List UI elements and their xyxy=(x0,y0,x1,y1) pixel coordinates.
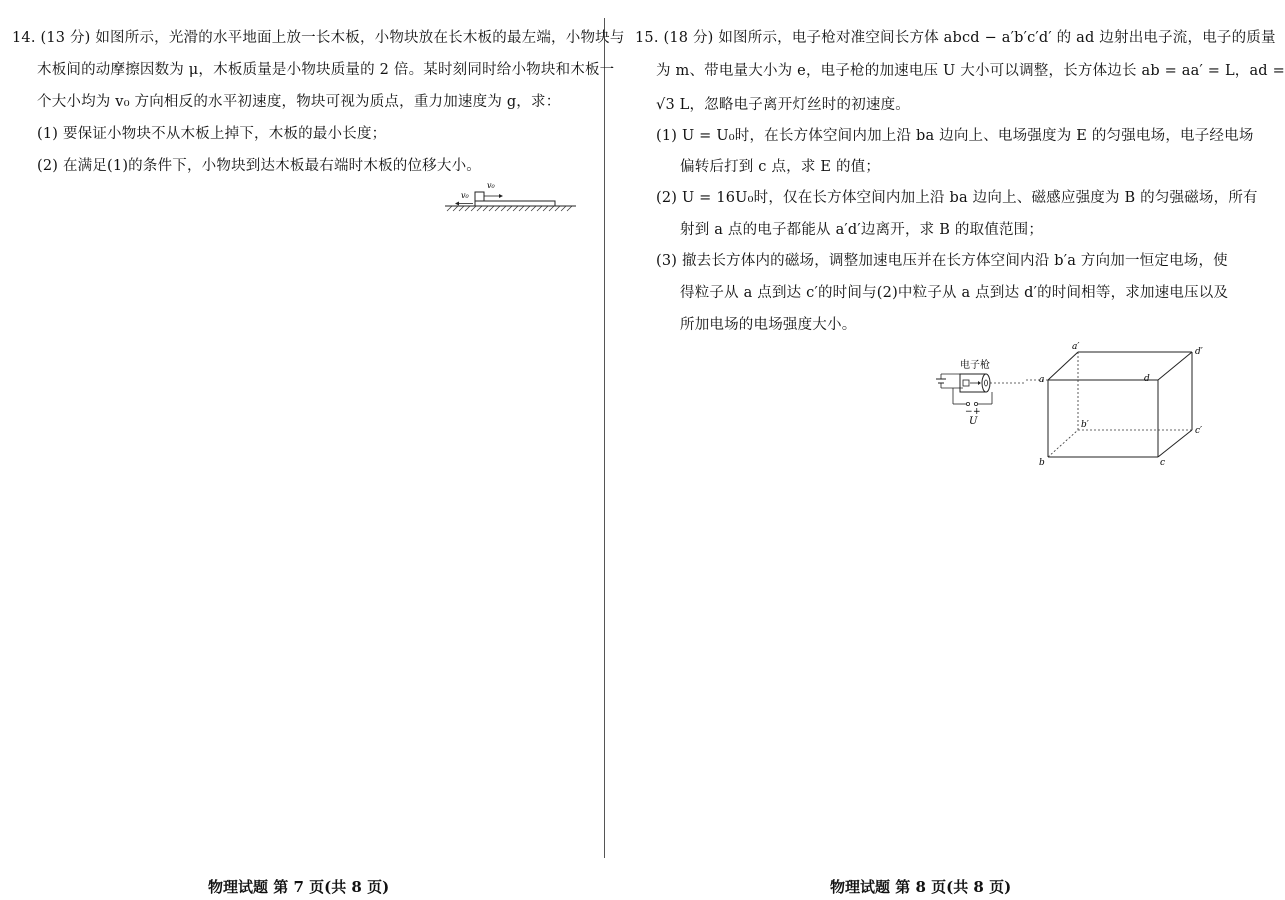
q15-part-3b: 得粒子从 a 点到达 c′的时间与(2)中粒子从 a 点到达 d′的时间相等，求加速电压以及 xyxy=(680,285,1229,301)
q15-part-3c: 所加电场的电场强度大小。 xyxy=(680,317,857,333)
q15-part-2a: (2) U = 16U₀时，仅在长方体空间内加上沿 ba 边向上、磁感应强度为 B 的匀强磁场，所有 xyxy=(656,190,1258,206)
board xyxy=(475,201,555,206)
q15-line-1: 15. (18 分) 如图所示，电子枪对准空间长方体 abcd − a′b′c′d′ 的 ad 边射出电子流，电子的质量 xyxy=(635,30,1276,46)
right-footer: 物理试题 第 8 页(共 8 页) xyxy=(830,878,1012,896)
q14-part-2: (2) 在满足(1)的条件下，小物块到达木板最右端时木板的位移大小。 xyxy=(37,158,481,174)
q15-part-3a: (3) 撤去长方体内的磁场，调整加速电压并在长方体空间内沿 b′a 方向加一恒定电场，使 xyxy=(656,253,1228,269)
vertex-a-prime: a′ xyxy=(1072,342,1080,352)
q14-figure xyxy=(443,176,579,214)
vertex-b: b xyxy=(1039,458,1045,468)
q15-part-1a: (1) U = U₀时，在长方体空间内加上沿 ba 边向上、电场强度为 E 的匀强电场，电子经电场 xyxy=(656,128,1254,144)
vertex-c: c xyxy=(1160,458,1166,468)
q15-part-1b: 偏转后打到 c 点，求 E 的值； xyxy=(680,159,881,175)
vertex-b-prime: b′ xyxy=(1081,420,1089,430)
q15-part-2b: 射到 a 点的电子都能从 a′d′边离开，求 B 的取值范围； xyxy=(680,222,1044,238)
electron-gun-label: 电子枪 xyxy=(960,360,990,371)
block xyxy=(475,192,484,201)
v0-left-label: v₀ xyxy=(461,191,469,200)
q15-line-3: √3 L，忽略电子离开灯丝时的初速度。 xyxy=(656,97,911,113)
left-footer: 物理试题 第 7 页(共 8 页) xyxy=(208,878,390,896)
vertex-d: d xyxy=(1144,374,1150,384)
vertex-d-prime: d′ xyxy=(1195,347,1203,357)
vertex-a: a xyxy=(1039,375,1045,385)
electron-gun-figure xyxy=(926,352,1026,432)
plus-label: + xyxy=(973,407,981,417)
column-divider xyxy=(604,18,605,858)
q14-line-3: 个大小均为 v₀ 方向相反的水平初速度，物块可视为质点，重力加速度为 g，求： xyxy=(37,94,561,110)
q14-line-1: 14. (13 分) 如图所示，光滑的水平地面上放一长木板，小物块放在长木板的最左端，小物块与 xyxy=(12,30,625,46)
vertex-c-prime: c′ xyxy=(1195,426,1203,436)
q14-part-1: (1) 要保证小物块不从木板上掉下，木板的最小长度； xyxy=(37,126,387,142)
q15-line-2: 为 m、带电量大小为 e，电子枪的加速电压 U 大小可以调整，长方体边长 ab = aa′ = L，ad = xyxy=(656,63,1285,79)
q14-line-2: 木板间的动摩擦因数为 μ，木板质量是小物块质量的 2 倍。某时刻同时给小物块和木板一 xyxy=(37,62,615,78)
minus-label: − xyxy=(965,407,973,417)
cuboid-figure xyxy=(1026,340,1212,470)
v0-right-label: v₀ xyxy=(487,181,495,190)
voltage-label: U xyxy=(969,416,978,427)
